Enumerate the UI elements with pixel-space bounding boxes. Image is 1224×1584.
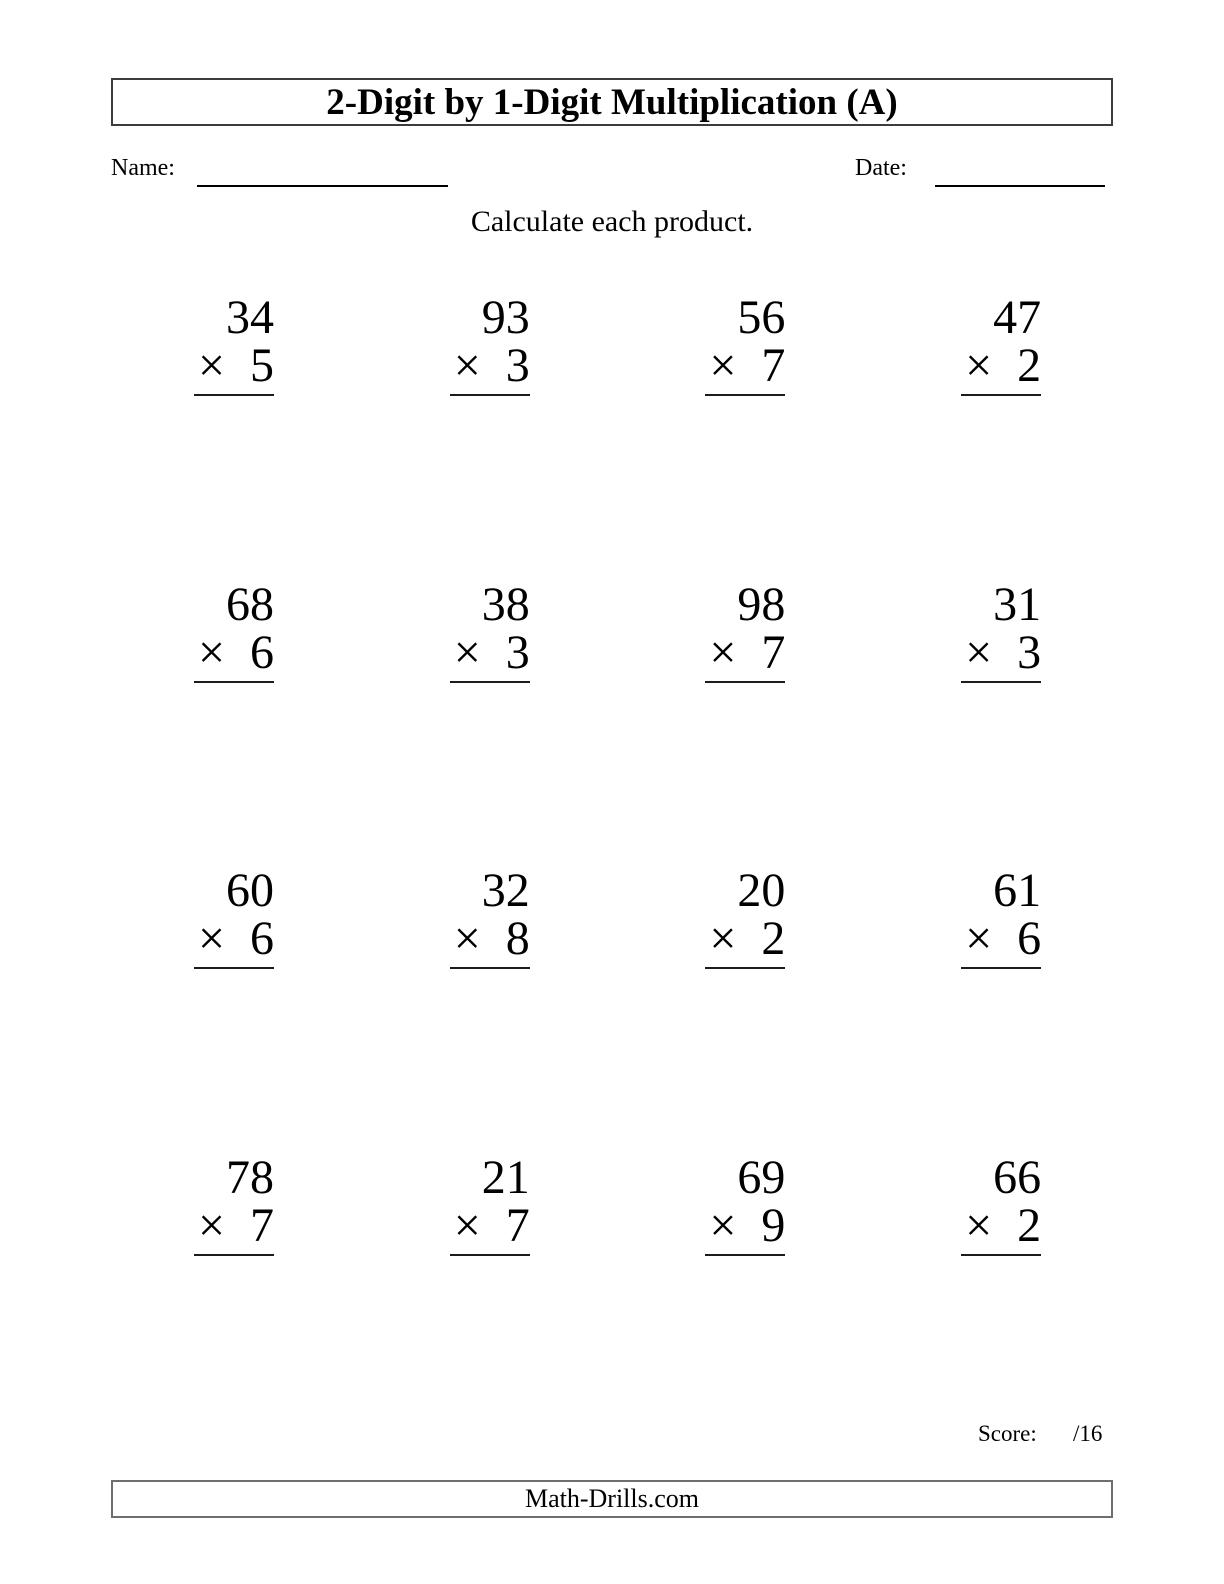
date-field-line <box>935 185 1105 187</box>
name-field-line <box>197 185 448 187</box>
multiply-icon: × <box>198 912 226 965</box>
multiplier-row <box>194 625 274 679</box>
score-label: Score: <box>978 1421 1037 1446</box>
multiply-icon: × <box>198 625 226 679</box>
multiplication-problem-2 <box>450 291 530 396</box>
multiply-icon: × <box>453 339 481 392</box>
multiplier-row <box>450 912 530 965</box>
multiplier-row <box>961 1198 1042 1252</box>
footer-brand: Math-Drills.com <box>524 1484 700 1513</box>
multiplier-row <box>450 625 530 679</box>
multiplicand: 20 <box>737 864 786 917</box>
name-label: Name: <box>111 155 175 181</box>
multiplier: 5 <box>250 339 274 392</box>
answer-line <box>705 394 785 396</box>
multiplication-problem-9 <box>194 864 274 969</box>
multiplicand: 21 <box>481 1150 530 1204</box>
multiplier: 7 <box>250 1198 274 1252</box>
multiplication-problem-1 <box>194 291 274 396</box>
multiplication-problem-5 <box>194 577 274 683</box>
multiplier-row <box>961 912 1042 965</box>
multiply-icon: × <box>709 912 737 965</box>
multiplicand: 66 <box>993 1150 1042 1204</box>
multiplication-problem-3 <box>705 291 786 396</box>
multiplier: 2 <box>1017 1198 1042 1252</box>
multiplicand: 38 <box>481 577 530 631</box>
multiplier-row <box>194 339 274 392</box>
multiplier: 2 <box>1017 339 1042 392</box>
multiplication-problem-6 <box>450 577 530 683</box>
answer-line <box>450 1254 530 1256</box>
multiplier: 3 <box>505 339 530 392</box>
multiplicand: 61 <box>993 864 1042 917</box>
multiplicand: 32 <box>481 864 530 917</box>
multiplier: 7 <box>761 625 786 679</box>
multiplicand: 68 <box>226 577 274 631</box>
multiplication-problem-7 <box>705 577 786 683</box>
multiplier-row <box>705 912 786 965</box>
footer-box <box>111 1480 1113 1518</box>
answer-line <box>450 394 530 396</box>
multiply-icon: × <box>965 1198 993 1252</box>
instruction-text: Calculate each product. <box>470 205 754 238</box>
multiply-icon: × <box>709 1198 737 1252</box>
multiplication-problem-11 <box>705 864 786 969</box>
multiplicand: 69 <box>737 1150 786 1204</box>
multiply-icon: × <box>198 1198 226 1252</box>
multiplier-row <box>961 625 1042 679</box>
multiplier: 6 <box>1017 912 1042 965</box>
multiplication-problem-4 <box>961 291 1042 396</box>
multiplier-row <box>194 912 274 965</box>
title-box <box>111 78 1113 126</box>
multiplicand: 31 <box>993 577 1042 631</box>
multiplicand: 98 <box>737 577 786 631</box>
multiplicand: 47 <box>993 291 1042 344</box>
multiplier: 2 <box>761 912 786 965</box>
multiplication-problem-13 <box>194 1150 274 1256</box>
answer-line <box>194 394 274 396</box>
multiply-icon: × <box>965 625 993 679</box>
multiplier-row <box>705 1198 786 1252</box>
multiplier-row <box>705 339 786 392</box>
multiplier: 7 <box>505 1198 530 1252</box>
answer-line <box>194 681 274 683</box>
multiplicand: 60 <box>226 864 274 917</box>
multiplier: 6 <box>250 912 274 965</box>
score-value: /16 <box>1073 1421 1103 1446</box>
multiply-icon: × <box>198 339 226 392</box>
multiplication-problem-16 <box>961 1150 1042 1256</box>
problems-grid <box>194 291 1042 1440</box>
multiplier-row <box>450 1198 530 1252</box>
answer-line <box>450 967 530 969</box>
page-title: 2-Digit by 1-Digit Multiplication (A) <box>326 81 898 123</box>
answer-line <box>961 681 1041 683</box>
multiplier-row <box>450 339 530 392</box>
multiplicand: 56 <box>737 291 786 344</box>
multiplication-problem-15 <box>705 1150 786 1256</box>
multiplicand: 78 <box>226 1150 274 1204</box>
multiply-icon: × <box>453 1198 481 1252</box>
multiplier: 8 <box>505 912 530 965</box>
multiply-icon: × <box>709 625 737 679</box>
answer-line <box>961 394 1041 396</box>
multiply-icon: × <box>709 339 737 392</box>
multiplier: 3 <box>1017 625 1042 679</box>
multiplier-row <box>961 339 1042 392</box>
multiply-icon: × <box>453 912 481 965</box>
multiplier: 3 <box>505 625 530 679</box>
multiply-icon: × <box>965 339 993 392</box>
multiplication-problem-10 <box>450 864 530 969</box>
multiply-icon: × <box>453 625 481 679</box>
answer-line <box>194 1254 274 1256</box>
answer-line <box>450 681 530 683</box>
multiply-icon: × <box>965 912 993 965</box>
multiplier: 9 <box>761 1198 786 1252</box>
multiplier: 7 <box>761 339 786 392</box>
multiplicand: 93 <box>481 291 530 344</box>
multiplication-problem-8 <box>961 577 1042 683</box>
answer-line <box>961 1254 1041 1256</box>
date-label: Date: <box>855 155 907 181</box>
multiplication-problem-14 <box>450 1150 530 1256</box>
answer-line <box>194 967 274 969</box>
answer-line <box>705 967 785 969</box>
multiplier-row <box>705 625 786 679</box>
answer-line <box>705 1254 785 1256</box>
multiplicand: 34 <box>226 291 274 344</box>
answer-line <box>961 967 1041 969</box>
multiplier: 6 <box>250 625 274 679</box>
multiplier-row <box>194 1198 274 1252</box>
multiplication-problem-12 <box>961 864 1042 969</box>
answer-line <box>705 681 785 683</box>
